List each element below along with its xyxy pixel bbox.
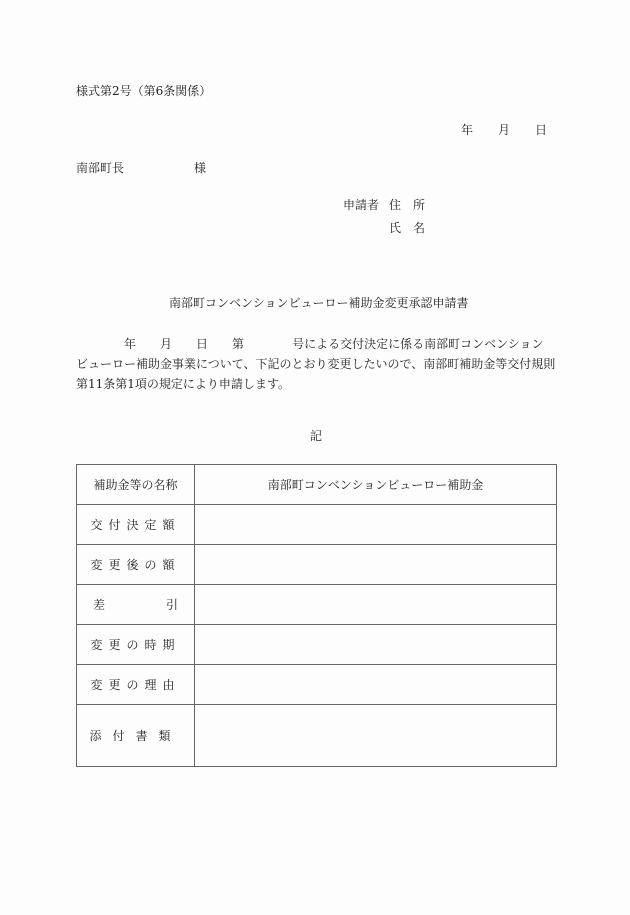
name-label: 氏名 <box>389 221 438 235</box>
table-row <box>77 625 557 665</box>
date-line <box>461 124 547 136</box>
row-label: 補助金等の名称 <box>77 465 195 505</box>
form-number: 様式第2号（第6条関係） <box>76 84 212 98</box>
body-day: 日 <box>196 337 209 351</box>
date-month: 月 <box>498 123 511 137</box>
addressee-honorific: 様 <box>194 161 207 175</box>
table-row <box>77 705 557 767</box>
date-year: 年 <box>461 123 474 137</box>
document-title: 南部町コンベンションビューロー補助金変更承認申請書 <box>169 296 469 310</box>
applicant-address-row <box>343 199 437 211</box>
body-month: 月 <box>160 337 173 351</box>
row-label: 変更後の額 <box>77 545 195 585</box>
row-label: 添付書類 <box>77 705 195 767</box>
ki-heading: 記 <box>310 429 323 443</box>
applicant-label: 申請者 <box>343 198 380 212</box>
attachments-cell[interactable] <box>195 705 557 767</box>
body-number-prefix: 第 <box>232 337 245 351</box>
date-day: 日 <box>535 123 548 137</box>
body-text <box>76 334 558 394</box>
difference-cell[interactable] <box>195 585 557 625</box>
body-line2: ビューロー補助金事業について、下記のとおり変更したいので、南部町補助金等交付規則 <box>76 357 556 371</box>
addressee <box>76 161 207 175</box>
changed-amount-cell[interactable] <box>195 545 557 585</box>
row-label: 変更の理由 <box>77 665 195 705</box>
table-row <box>77 465 557 505</box>
subsidy-name-value: 南部町コンベンションビューロー補助金 <box>195 465 557 505</box>
table-row <box>77 585 557 625</box>
row-label <box>77 585 195 625</box>
details-table <box>76 464 557 767</box>
change-reason-cell[interactable] <box>195 665 557 705</box>
grant-amount-cell[interactable] <box>195 505 557 545</box>
address-label: 住所 <box>389 198 438 212</box>
change-timing-cell[interactable] <box>195 625 557 665</box>
table-row <box>77 545 557 585</box>
addressee-name: 南部町長 <box>76 161 125 175</box>
difference-label-left: 差 <box>93 598 106 612</box>
table-row <box>77 665 557 705</box>
body-line1: 号による交付決定に係る南部町コンベンション <box>292 337 544 351</box>
body-line3: 第11条第1項の規定により申請します。 <box>76 377 290 391</box>
table-row <box>77 505 557 545</box>
row-label: 交付決定額 <box>77 505 195 545</box>
row-label: 変更の時期 <box>77 625 195 665</box>
body-year: 年 <box>124 337 137 351</box>
difference-label-right: 引 <box>165 598 178 612</box>
